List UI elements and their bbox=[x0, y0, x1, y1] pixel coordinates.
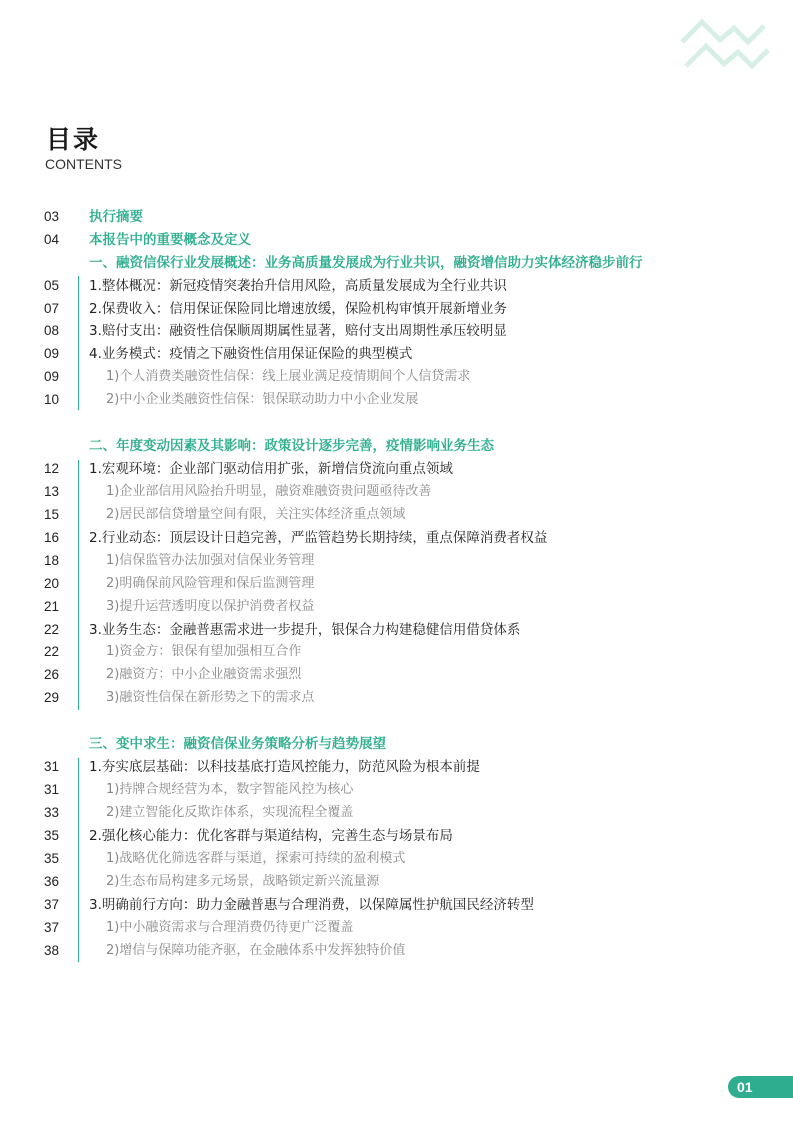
toc-entry-title: 2)融资方：中小企业融资需求强烈 bbox=[106, 667, 302, 682]
toc-entry-title: 3)提升运营透明度以保护消费者权益 bbox=[106, 599, 315, 614]
toc-section-heading[interactable] bbox=[0, 252, 793, 274]
toc-entry-title: 2)居民部信贷增量空间有限，关注实体经济重点领域 bbox=[106, 507, 406, 522]
toc-entry-title: 2)明确保前风险管理和保后监测管理 bbox=[106, 576, 315, 591]
toc-page-number: 38 bbox=[44, 943, 60, 958]
toc-entry-title: 1.宏观环境：企业部门驱动信用扩张，新增信贷流向重点领域 bbox=[89, 461, 453, 477]
toc-entry[interactable] bbox=[0, 366, 793, 388]
toc-entry-title: 1)中小融资需求与合理消费仍待更广泛覆盖 bbox=[106, 920, 354, 935]
toc-entry[interactable] bbox=[0, 917, 793, 939]
toc-page-number: 13 bbox=[44, 484, 60, 499]
toc-entry-title: 2.强化核心能力：优化客群与渠道结构，完善生态与场景布局 bbox=[89, 828, 453, 844]
toc-entry[interactable] bbox=[0, 573, 793, 595]
toc-entry[interactable] bbox=[0, 848, 793, 870]
toc-entry-title: 2)生态布局构建多元场景，战略锁定新兴流量源 bbox=[106, 874, 380, 889]
toc-page-number: 33 bbox=[44, 805, 60, 820]
toc-page-number: 37 bbox=[44, 897, 60, 912]
toc-page-number: 09 bbox=[44, 369, 60, 384]
toc-entry[interactable] bbox=[0, 825, 793, 847]
toc-page-number: 31 bbox=[44, 782, 60, 797]
toc-entry[interactable] bbox=[0, 527, 793, 549]
toc-page-number: 31 bbox=[44, 759, 60, 774]
toc-page-number: 18 bbox=[44, 553, 60, 568]
page-number: 01 bbox=[737, 1079, 753, 1095]
toc-page-number: 26 bbox=[44, 667, 60, 682]
toc-entry[interactable] bbox=[0, 940, 793, 962]
toc-entry[interactable] bbox=[0, 871, 793, 893]
toc-entry-title: 2.保费收入：信用保证保险同比增速放缓，保险机构审慎开展新增业务 bbox=[89, 301, 507, 317]
toc-entry[interactable] bbox=[0, 641, 793, 663]
toc-page-number: 37 bbox=[44, 920, 60, 935]
toc-entry[interactable] bbox=[0, 550, 793, 572]
toc-entry-title: 1)战略优化筛选客群与渠道，探索可持续的盈利模式 bbox=[106, 851, 406, 866]
toc-page-number: 10 bbox=[44, 392, 60, 407]
toc-entry-title: 2)中小企业类融资性信保：银保联动助力中小企业发展 bbox=[106, 392, 419, 407]
toc-entry-title: 本报告中的重要概念及定义 bbox=[89, 232, 251, 248]
toc-entry[interactable] bbox=[0, 275, 793, 297]
toc-entry[interactable] bbox=[0, 619, 793, 641]
toc-entry[interactable] bbox=[0, 298, 793, 320]
toc-entry-title: 3.赔付支出：融资性信保顺周期属性显著，赔付支出周期性承压较明显 bbox=[89, 323, 507, 339]
toc-entry[interactable] bbox=[0, 343, 793, 365]
toc-page-number: 04 bbox=[44, 232, 60, 247]
toc-entry-title: 2.行业动态：顶层设计日趋完善，严监管趋势长期持续，重点保障消费者权益 bbox=[89, 530, 548, 546]
toc-page-number: 07 bbox=[44, 301, 60, 316]
toc-page-number: 22 bbox=[44, 644, 60, 659]
toc-page-number: 15 bbox=[44, 507, 60, 522]
toc-page-number: 21 bbox=[44, 599, 60, 614]
toc-entry[interactable] bbox=[0, 206, 793, 228]
toc-section-heading[interactable] bbox=[0, 733, 793, 755]
toc-entry-title: 4.业务模式：疫情之下融资性信用保证保险的典型模式 bbox=[89, 346, 413, 362]
toc-entry-title: 1)资金方：银保有望加强相互合作 bbox=[106, 644, 302, 659]
toc-page-number: 35 bbox=[44, 851, 60, 866]
toc-entry-title: 1)信保监管办法加强对信保业务管理 bbox=[106, 553, 315, 568]
toc-section-heading[interactable] bbox=[0, 435, 793, 457]
toc-entry[interactable] bbox=[0, 894, 793, 916]
toc-entry-title: 执行摘要 bbox=[89, 209, 143, 225]
toc-page-number: 29 bbox=[44, 690, 60, 705]
toc-page-number: 03 bbox=[44, 209, 60, 224]
page-subtitle: CONTENTS bbox=[45, 156, 122, 172]
toc-entry[interactable] bbox=[0, 596, 793, 618]
toc-entry-title: 1.夯实底层基础：以科技基底打造风控能力，防范风险为根本前提 bbox=[89, 759, 480, 775]
toc-page-number: 16 bbox=[44, 530, 60, 545]
toc-page-number: 08 bbox=[44, 323, 60, 338]
toc-entry-title: 2)建立智能化反欺诈体系，实现流程全覆盖 bbox=[106, 805, 354, 820]
section1-heading: 一、融资信保行业发展概述：业务高质量发展成为行业共识，融资增信助力实体经济稳步前行 bbox=[89, 255, 643, 271]
toc-entry[interactable] bbox=[0, 320, 793, 342]
section2-heading: 二、年度变动因素及其影响：政策设计逐步完善，疫情影响业务生态 bbox=[89, 438, 494, 454]
toc-entry[interactable] bbox=[0, 481, 793, 503]
section3-heading: 三、变中求生：融资信保业务策略分析与趋势展望 bbox=[89, 736, 386, 752]
toc-page-number: 12 bbox=[44, 461, 60, 476]
toc-page-number: 35 bbox=[44, 828, 60, 843]
toc-page-number: 22 bbox=[44, 622, 60, 637]
toc-entry[interactable] bbox=[0, 389, 793, 411]
toc-page-number: 09 bbox=[44, 346, 60, 361]
toc-entry-title: 3)融资性信保在新形势之下的需求点 bbox=[106, 690, 315, 705]
toc-entry[interactable] bbox=[0, 756, 793, 778]
toc-page-number: 20 bbox=[44, 576, 60, 591]
toc-entry[interactable] bbox=[0, 687, 793, 709]
toc-page-number: 36 bbox=[44, 874, 60, 889]
toc-page-number: 05 bbox=[44, 278, 60, 293]
toc-entry[interactable] bbox=[0, 458, 793, 480]
toc-entry[interactable] bbox=[0, 229, 793, 251]
toc-entry[interactable] bbox=[0, 779, 793, 801]
toc-entry[interactable] bbox=[0, 802, 793, 824]
toc-entry-title: 1.整体概况：新冠疫情突袭抬升信用风险，高质量发展成为全行业共识 bbox=[89, 278, 507, 294]
toc-entry-title: 1)企业部信用风险抬升明显，融资难融资贵问题亟待改善 bbox=[106, 484, 432, 499]
toc-entry-title: 2)增信与保障功能齐驱，在金融体系中发挥独特价值 bbox=[106, 943, 406, 958]
toc-entry-title: 1)持牌合规经营为本，数字智能风控为核心 bbox=[106, 782, 354, 797]
toc-entry[interactable] bbox=[0, 504, 793, 526]
toc-entry[interactable] bbox=[0, 664, 793, 686]
page-title: 目录 bbox=[46, 125, 101, 154]
toc-entry-title: 3.明确前行方向：助力金融普惠与合理消费，以保障属性护航国民经济转型 bbox=[89, 897, 534, 913]
toc-entry-title: 3.业务生态：金融普惠需求进一步提升，银保合力构建稳健信用借贷体系 bbox=[89, 622, 521, 638]
toc-entry-title: 1)个人消费类融资性信保：线上展业满足疫情期间个人信贷需求 bbox=[106, 369, 471, 384]
